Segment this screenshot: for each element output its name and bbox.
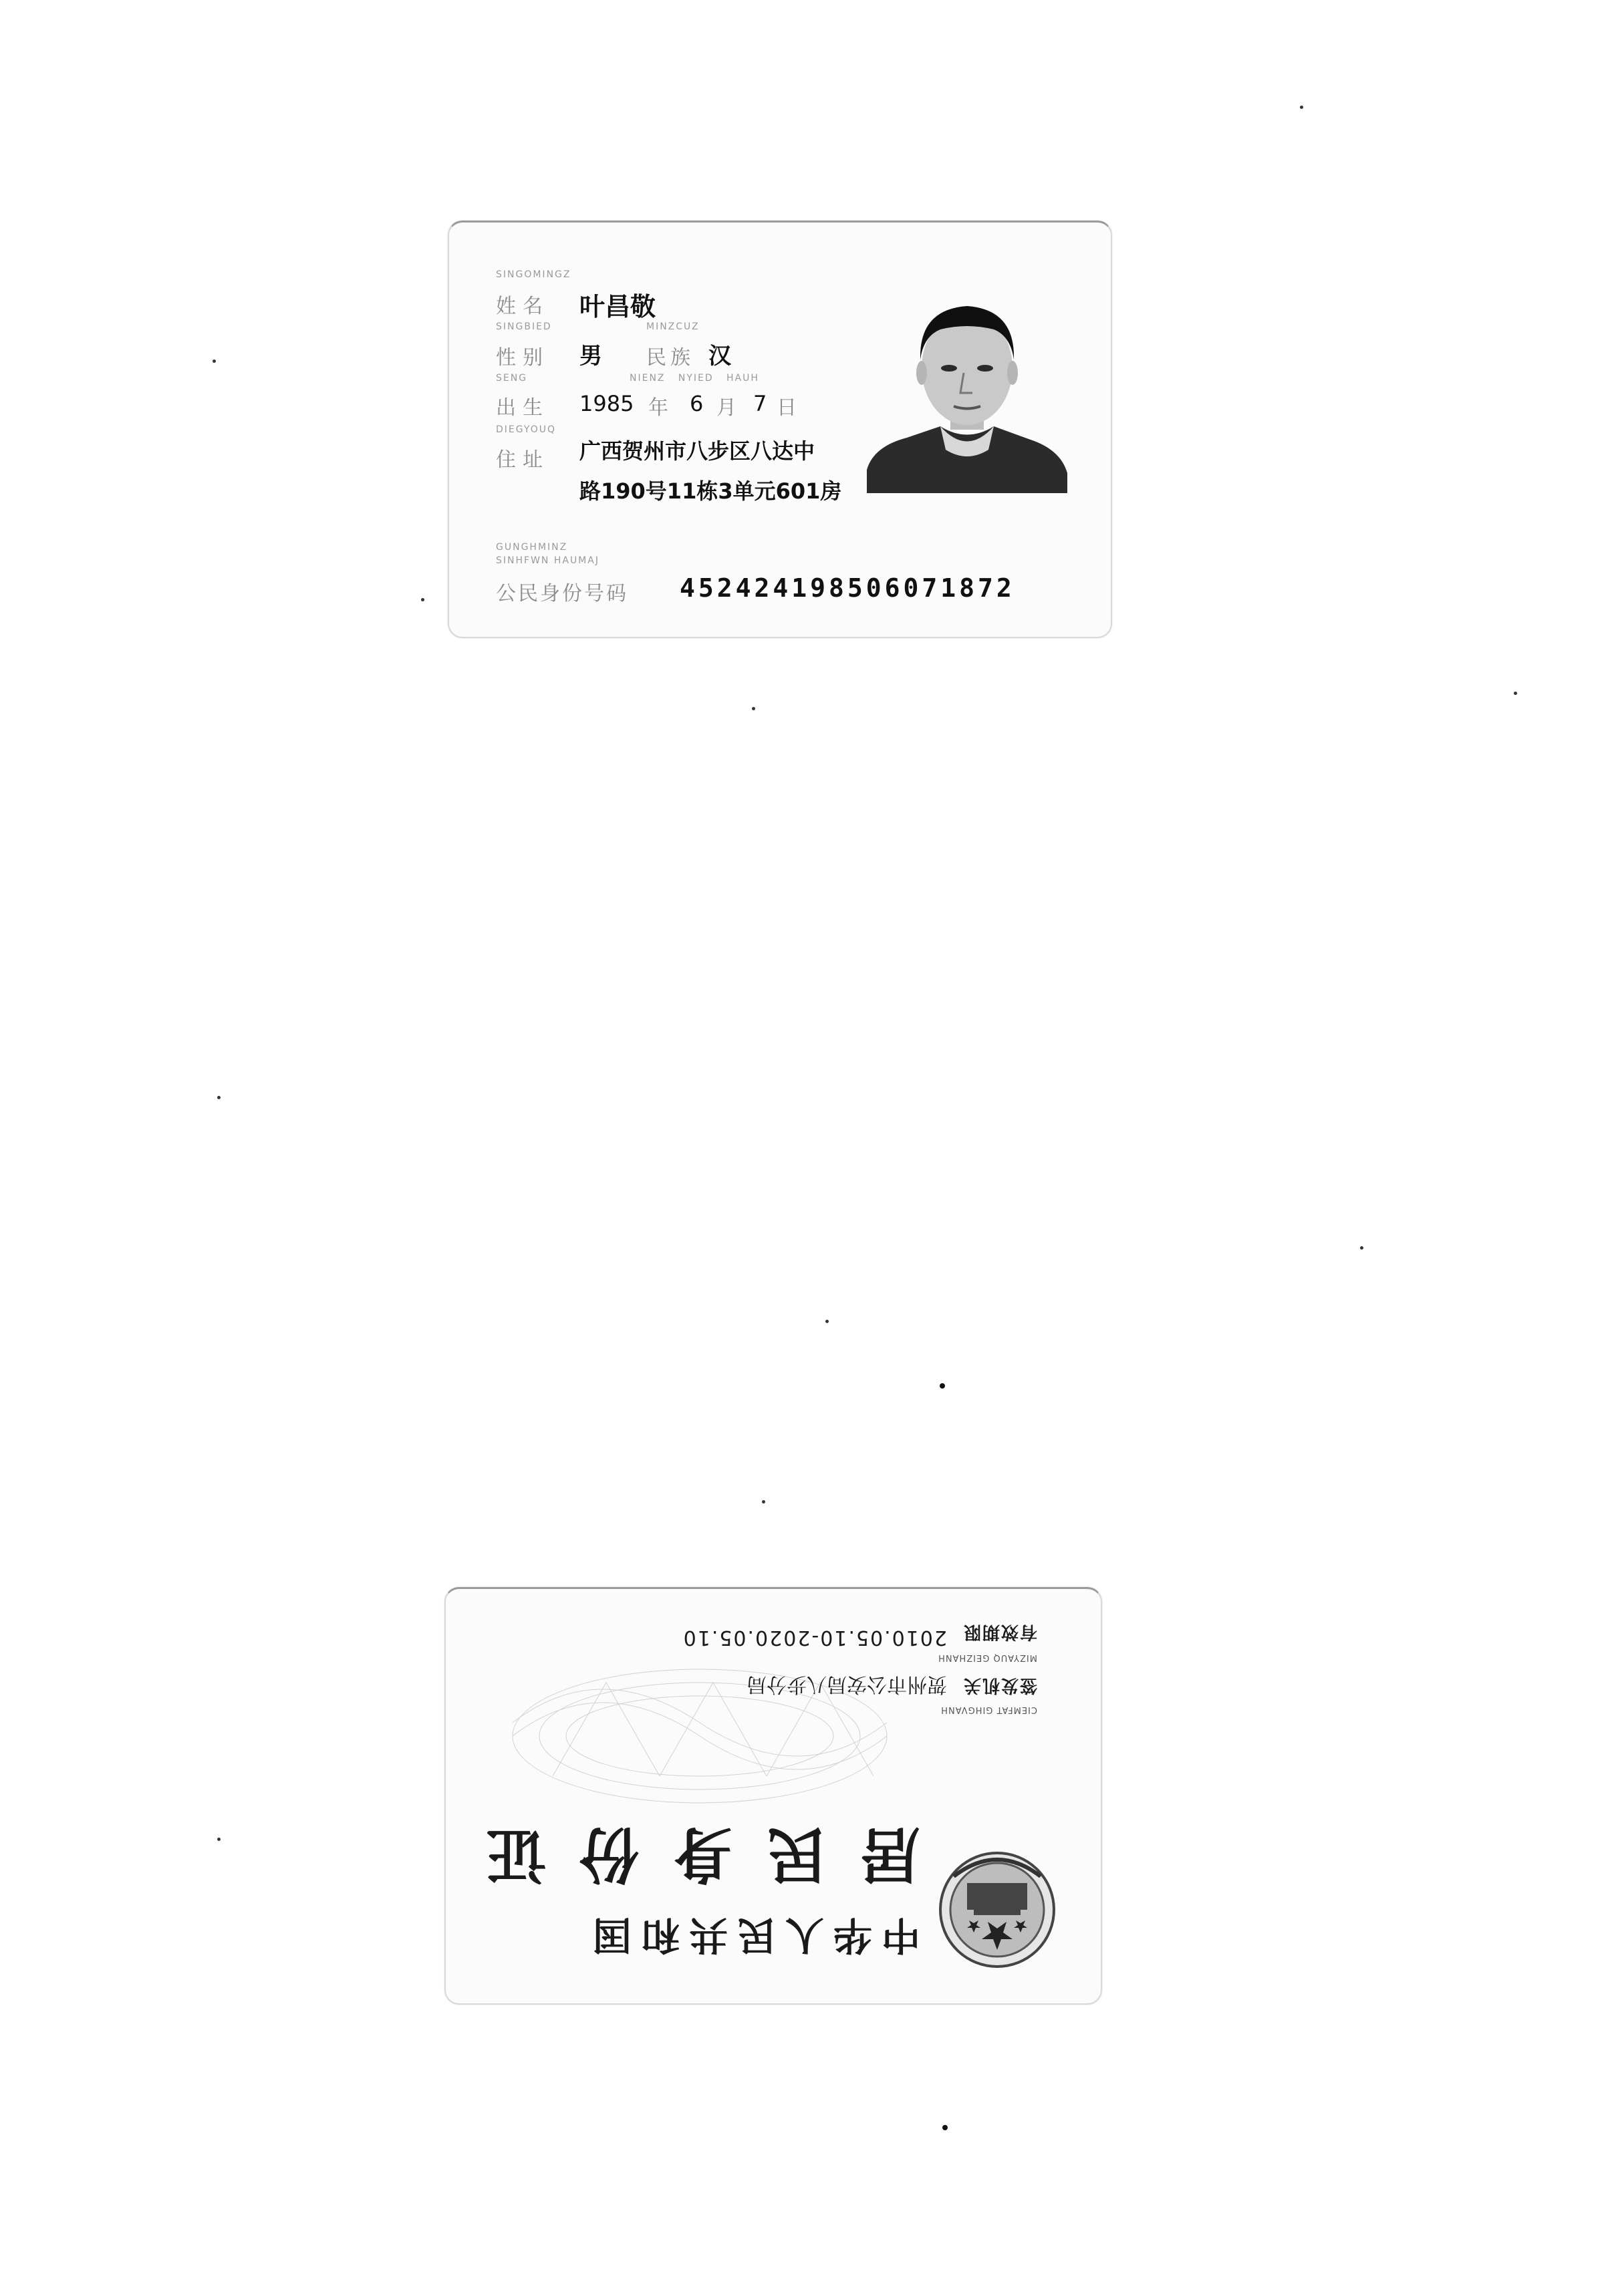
- scan-speck: [942, 2125, 948, 2130]
- name-pinyin: SINGOMINGZ: [496, 269, 571, 280]
- sex-label: 性别: [496, 346, 549, 370]
- id-number-value: 452424198506071872: [680, 573, 1015, 603]
- ethnic-label: 民族: [646, 346, 694, 370]
- address-pinyin: DIEGYOUQ: [496, 424, 556, 435]
- portrait-photo: [867, 289, 1067, 493]
- birth-month: 6: [690, 391, 704, 416]
- scan-speck: [217, 1096, 221, 1099]
- address-line-2: 路190号11栋3单元601房: [579, 478, 842, 504]
- id-number-label: 公民身份号码: [496, 582, 628, 605]
- id-card-front: [448, 221, 1112, 638]
- scan-speck: [825, 1320, 829, 1323]
- birth-label: 出生: [496, 396, 549, 420]
- scan-speck: [940, 1383, 945, 1389]
- scan-speck: [1300, 106, 1303, 109]
- year-char: 年: [648, 396, 668, 420]
- ethnic-pinyin: MINZCUZ: [646, 321, 700, 332]
- name-value: 叶昌敬: [579, 292, 656, 321]
- day-char: 日: [777, 396, 797, 420]
- scan-speck: [752, 707, 755, 710]
- ethnic-value: 汉: [708, 343, 731, 370]
- scan-speck: [217, 1838, 221, 1841]
- issuer-pinyin: CIEMFAT GIHGVANH: [940, 1705, 1037, 1715]
- national-emblem-icon: [934, 1843, 1061, 1977]
- validity-label: 有效期限: [962, 1622, 1037, 1642]
- date-pinyin: NIENZ NYIED HAUH: [630, 373, 759, 384]
- id-card-back: [444, 1587, 1102, 2005]
- birth-pinyin: SENG: [496, 373, 528, 384]
- issuer-label: 签发机关: [962, 1675, 1037, 1695]
- sex-value: 男: [579, 343, 602, 370]
- id-pinyin-1: GUNGHMINZ: [496, 542, 568, 553]
- scan-speck: [421, 598, 424, 601]
- month-char: 月: [716, 396, 736, 420]
- scan-speck: [1514, 692, 1517, 695]
- birth-year: 1985: [579, 391, 634, 416]
- validity-value: 2010.05.10-2020.05.10: [682, 1626, 947, 1649]
- name-label: 姓名: [496, 295, 549, 318]
- scan-speck: [1360, 1246, 1363, 1250]
- back-country-title: 中华人民共和国: [583, 1912, 920, 1958]
- sex-pinyin: SINGBIED: [496, 321, 552, 332]
- address-label: 住址: [496, 448, 549, 472]
- id-pinyin-2: SINHFWN HAUMAJ: [496, 555, 599, 566]
- birth-day: 7: [753, 391, 767, 416]
- scan-speck: [213, 360, 216, 363]
- issuer-value: 贺州市公安局八步分局: [747, 1673, 947, 1696]
- back-card-title: 居民身份证: [452, 1819, 920, 1890]
- validity-pinyin: MIZYAUQ GEIZHANH: [938, 1653, 1037, 1663]
- scan-speck: [762, 1500, 765, 1503]
- address-line-1: 广西贺州市八步区八达中: [579, 438, 815, 464]
